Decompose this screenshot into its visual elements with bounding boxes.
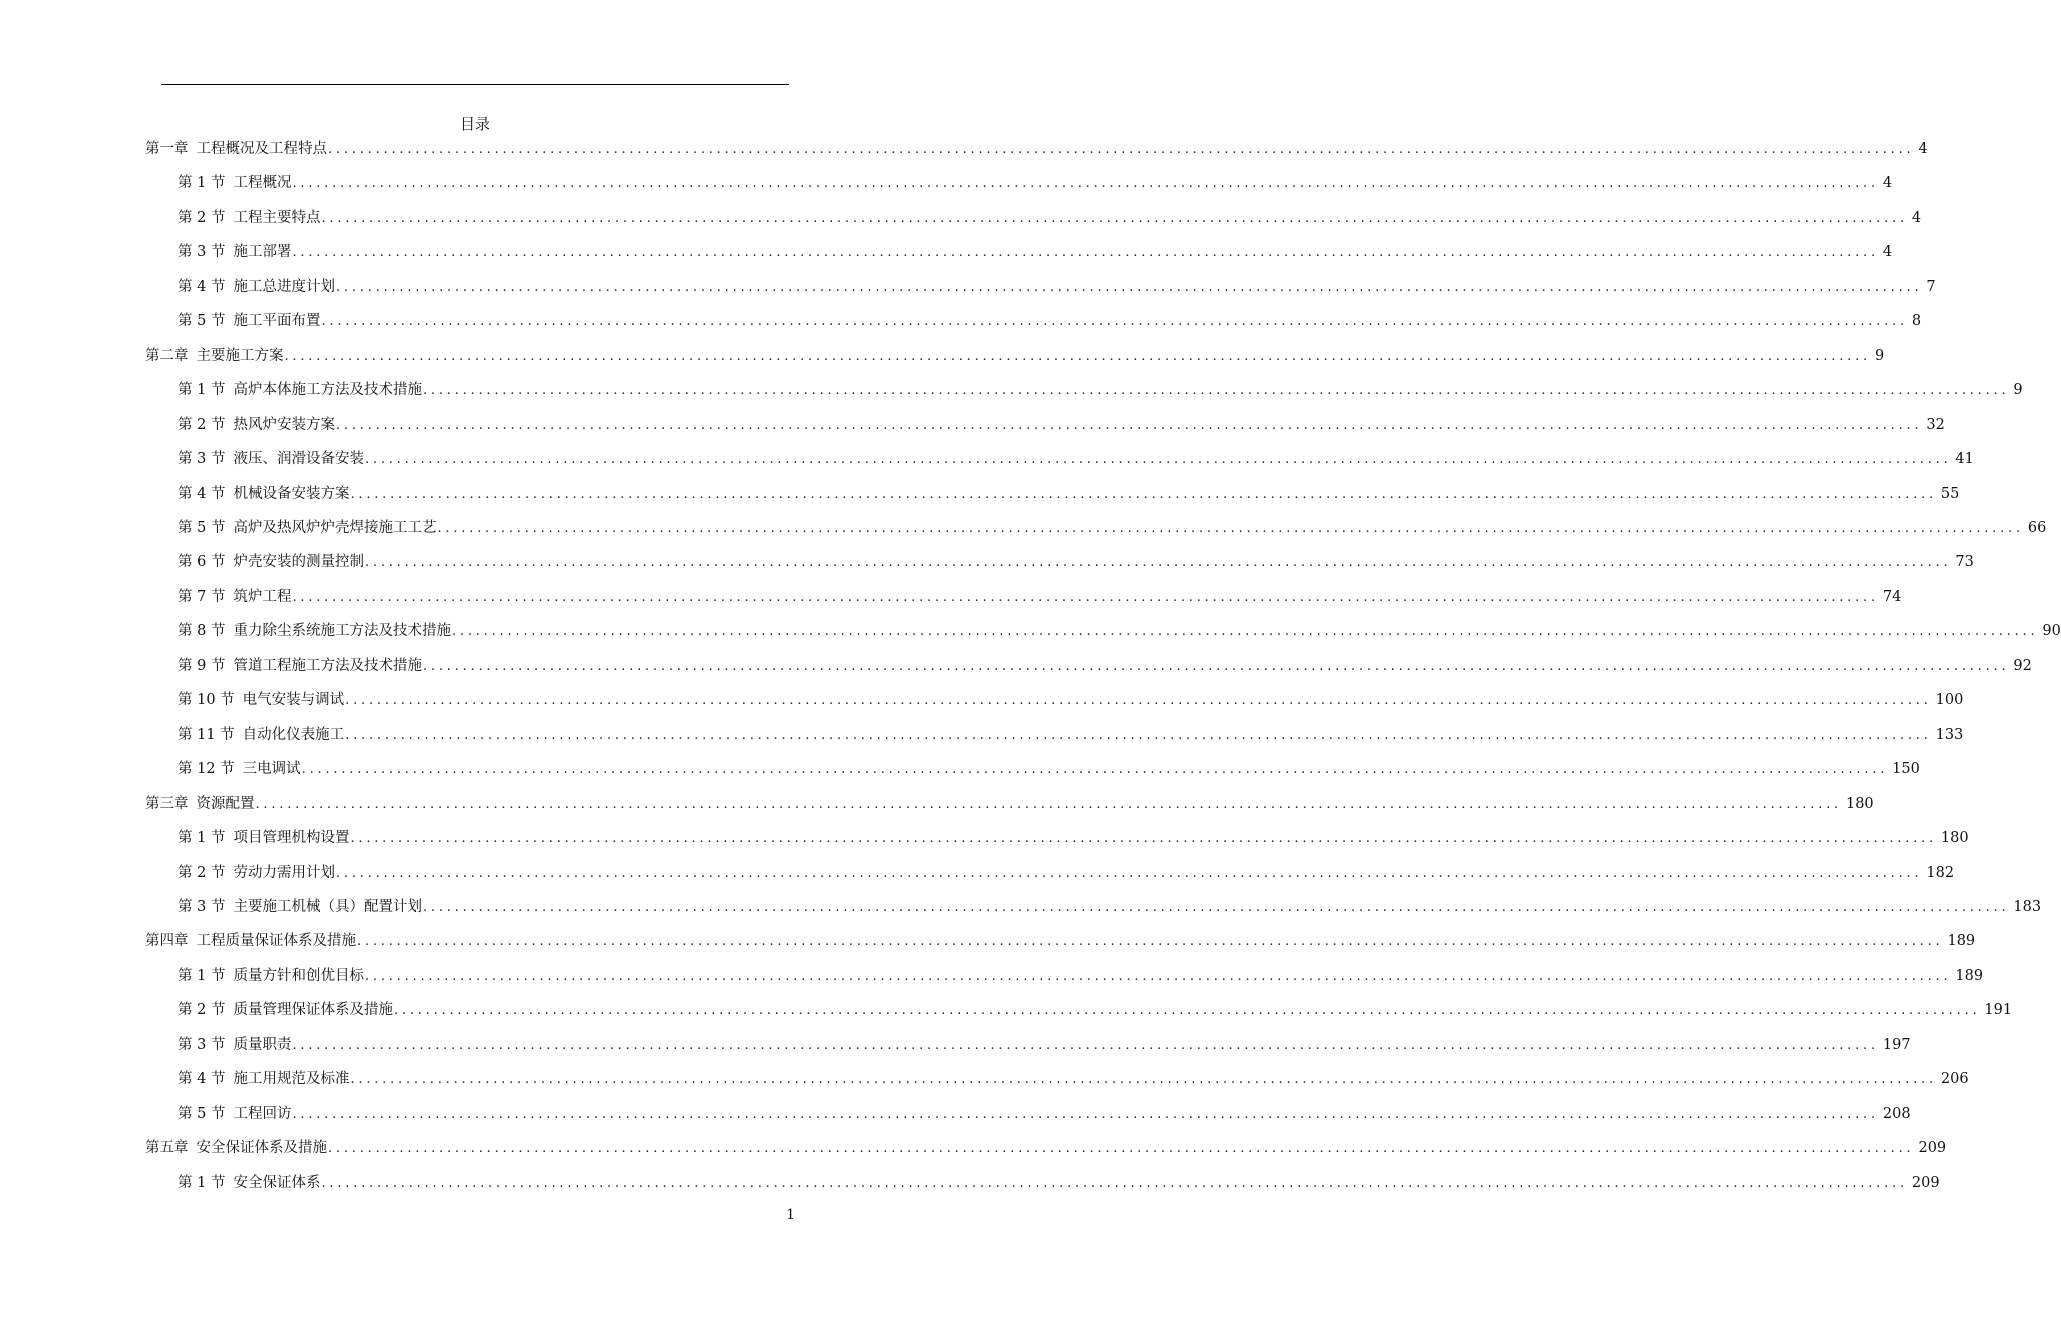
toc-chapter-entry[interactable] <box>145 793 1874 815</box>
toc-entry-title: 施工平面布置 <box>233 313 321 330</box>
toc-section-entry[interactable] <box>178 172 1893 194</box>
toc-dot-leader: ........................................................................................................................................................................................................ <box>335 865 1923 881</box>
toc-section-entry[interactable] <box>178 586 1902 608</box>
toc-dot-leader: ........................................................................................................................................................................................................ <box>364 452 1952 468</box>
toc-dot-leader: ........................................................................................................................................................................................................ <box>255 796 1842 812</box>
toc-entry-page: 4 <box>1882 175 1893 192</box>
toc-entry-number: 第 11 节 <box>178 726 235 743</box>
toc-entry-title: 工程回访 <box>233 1105 292 1122</box>
toc-dot-leader: ........................................................................................................................................................................................................ <box>335 279 1923 295</box>
toc-title: 目录 <box>459 115 490 133</box>
toc-dot-leader: ........................................................................................................................................................................................................ <box>345 693 1932 709</box>
toc-entry-number: 第 2 节 <box>178 1002 226 1019</box>
toc-section-entry[interactable] <box>178 1034 1911 1056</box>
toc-entry-title: 三电调试 <box>242 761 301 778</box>
toc-section-entry[interactable] <box>178 827 1969 849</box>
toc-entry-title: 重力除尘系统施工方法及技术措施 <box>233 623 451 640</box>
toc-dot-leader: ........................................................................................................................................................................................................ <box>301 762 1889 778</box>
toc-dot-leader: ........................................................................................................................................................................................................ <box>350 831 1937 846</box>
toc-section-entry[interactable] <box>178 379 2023 401</box>
toc-entry-number: 第 3 节 <box>178 898 226 915</box>
toc-entry-title: 筑炉工程 <box>233 588 292 605</box>
toc-entry-title: 质量管理保证体系及措施 <box>233 1002 393 1019</box>
toc-section-entry[interactable] <box>178 1103 1911 1125</box>
toc-chapter-entry[interactable] <box>145 138 1928 160</box>
toc-entry-number: 第一章 <box>145 141 189 157</box>
toc-entry-title: 安全保证体系 <box>233 1174 321 1191</box>
toc-entry-number: 第 5 节 <box>178 520 226 536</box>
toc-entry-page: 133 <box>1935 726 1964 743</box>
toc-section-entry[interactable] <box>178 310 1922 332</box>
toc-entry-page: 182 <box>1926 864 1955 881</box>
toc-chapter-entry[interactable] <box>145 1137 1947 1159</box>
toc-dot-leader: ........................................................................................................................................................................................................ <box>321 1175 1908 1191</box>
toc-entry-title: 热风炉安装方案 <box>233 416 335 433</box>
toc-dot-leader: ........................................................................................................................................................................................................ <box>328 142 1915 157</box>
toc-chapter-entry[interactable] <box>145 930 1976 952</box>
toc-entry-page: 9 <box>2013 382 2023 399</box>
toc-entry-title: 质量职责 <box>233 1036 292 1053</box>
toc-entry-title: 炉壳安装的测量控制 <box>233 554 364 571</box>
toc-entry-number: 第 1 节 <box>178 1174 226 1191</box>
toc-entry-number: 第 12 节 <box>178 761 235 778</box>
toc-entry-number: 第 1 节 <box>178 967 226 984</box>
toc-entry-number: 第 5 节 <box>178 313 226 330</box>
toc-dot-leader: ........................................................................................................................................................................................................ <box>284 348 1871 364</box>
toc-entry-page: 92 <box>2013 657 2032 674</box>
toc-section-entry[interactable] <box>178 689 1964 711</box>
toc-dot-leader: ........................................................................................................................................................................................................ <box>350 1072 1937 1088</box>
toc-entry-number: 第 3 节 <box>178 1036 226 1053</box>
toc-dot-leader: ........................................................................................................................................................................................................ <box>292 1106 1879 1122</box>
toc-entry-number: 第 1 节 <box>178 175 226 192</box>
toc-entry-number: 第 2 节 <box>178 209 226 226</box>
toc-entry-number: 第五章 <box>145 1140 189 1157</box>
toc-dot-leader: ........................................................................................................................................................................................................ <box>321 314 1908 330</box>
toc-section-entry[interactable] <box>178 1172 1940 1194</box>
toc-entry-title: 管道工程施工方法及技术措施 <box>233 657 422 674</box>
toc-entry-title: 施工部署 <box>233 244 292 261</box>
toc-dot-leader: ........................................................................................................................................................................................................ <box>364 555 1952 571</box>
toc-entry-page: 9 <box>1874 347 1885 364</box>
toc-entry-page: 4 <box>1882 244 1893 261</box>
toc-section-entry[interactable] <box>178 862 1955 884</box>
toc-section-entry[interactable] <box>178 276 1936 298</box>
toc-dot-leader: ........................................................................................................................................................................................................ <box>393 1003 1981 1019</box>
toc-entry-page: 180 <box>1940 830 1969 846</box>
toc-entry-page: 7 <box>1926 278 1936 295</box>
toc-entry-title: 液压、润滑设备安装 <box>233 451 364 468</box>
toc-section-entry[interactable] <box>178 448 1974 470</box>
toc-entry-title: 工程概况 <box>233 175 292 192</box>
toc-entry-page: 74 <box>1882 588 1902 605</box>
toc-entry-page: 209 <box>1918 1140 1947 1157</box>
toc-entry-page: 197 <box>1882 1036 1911 1053</box>
toc-section-entry[interactable] <box>178 965 1984 987</box>
toc-entry-title: 质量方针和创优目标 <box>233 967 364 984</box>
toc-entry-page: 189 <box>1947 933 1976 950</box>
toc-entry-page: 189 <box>1955 967 1984 984</box>
toc-section-entry[interactable] <box>178 414 1945 436</box>
toc-entry-page: 191 <box>1984 1002 2013 1019</box>
toc-entry-page: 55 <box>1940 485 1960 502</box>
toc-entry-number: 第 8 节 <box>178 623 226 640</box>
toc-entry-page: 4 <box>1911 209 1922 226</box>
page-number: 1 <box>786 1207 795 1223</box>
toc-section-entry[interactable] <box>178 483 1960 505</box>
toc-entry-number: 第 4 节 <box>178 278 226 295</box>
toc-entry-page: 100 <box>1935 692 1964 709</box>
toc-entry-title: 高炉本体施工方法及技术措施 <box>233 382 422 399</box>
toc-entry-title: 高炉及热风炉炉壳焊接施工工艺 <box>233 520 437 536</box>
toc-entry-number: 第 7 节 <box>178 588 226 605</box>
toc-entry-page: 66 <box>2027 520 2047 536</box>
toc-entry-number: 第三章 <box>145 795 189 812</box>
toc-entry-page: 41 <box>1955 451 1974 468</box>
toc-entry-number: 第 5 节 <box>178 1105 226 1122</box>
toc-dot-leader: ........................................................................................................................................................................................................ <box>292 1037 1879 1053</box>
toc-entry-page: 8 <box>1911 313 1922 330</box>
toc-entry-page: 4 <box>1918 141 1928 157</box>
toc-section-entry[interactable] <box>178 655 2032 677</box>
toc-dot-leader: ........................................................................................................................................................................................................ <box>292 245 1879 261</box>
toc-entry-title: 资源配置 <box>196 795 255 812</box>
toc-dot-leader: ........................................................................................................................................................................................................ <box>292 176 1879 192</box>
toc-entry-number: 第 2 节 <box>178 864 226 881</box>
toc-dot-leader: ........................................................................................................................................................................................................ <box>437 521 2024 536</box>
toc-entry-number: 第 2 节 <box>178 416 226 433</box>
toc-entry-page: 150 <box>1892 761 1920 778</box>
toc-entry-page: 73 <box>1955 554 1974 571</box>
toc-dot-leader: ........................................................................................................................................................................................................ <box>335 417 1923 433</box>
toc-section-entry[interactable] <box>178 207 1922 229</box>
toc-entry-number: 第 3 节 <box>178 244 226 261</box>
toc-dot-leader: ........................................................................................................................................................................................................ <box>292 589 1879 605</box>
toc-dot-leader: ........................................................................................................................................................................................................ <box>451 624 2039 640</box>
toc-entry-title: 劳动力需用计划 <box>233 864 335 881</box>
toc-entry-page: 206 <box>1940 1071 1969 1088</box>
toc-entry-number: 第二章 <box>145 347 189 364</box>
toc-entry-page: 90 <box>2042 623 2061 640</box>
toc-section-entry[interactable] <box>178 724 1964 746</box>
toc-entry-title: 自动化仪表施工 <box>242 726 345 743</box>
toc-entry-number: 第 1 节 <box>178 382 226 399</box>
toc-entry-number: 第 10 节 <box>178 692 235 709</box>
toc-dot-leader: ........................................................................................................................................................................................................ <box>357 934 1944 950</box>
toc-entry-title: 主要施工机械（具）配置计划 <box>233 898 422 915</box>
toc-entry-title: 安全保证体系及措施 <box>196 1140 327 1157</box>
toc-entry-title: 工程概况及工程特点 <box>196 141 327 157</box>
toc-entry-title: 主要施工方案 <box>196 347 284 364</box>
toc-section-entry[interactable] <box>178 241 1893 263</box>
toc-dot-leader: ........................................................................................................................................................................................................ <box>350 486 1937 502</box>
toc-dot-leader: ........................................................................................................................................................................................................ <box>345 727 1932 743</box>
toc-section-entry[interactable] <box>178 517 2047 539</box>
toc-entry-page: 183 <box>2013 898 2042 915</box>
toc-entry-page: 180 <box>1845 795 1874 812</box>
toc-entry-number: 第 6 节 <box>178 554 226 571</box>
toc-section-entry[interactable] <box>178 551 1974 573</box>
toc-entry-page: 208 <box>1882 1105 1911 1122</box>
toc-dot-leader: ........................................................................................................................................................................................................ <box>328 1141 1915 1157</box>
toc-section-entry[interactable] <box>178 999 2013 1021</box>
toc-entry-page: 209 <box>1911 1174 1940 1191</box>
toc-section-entry[interactable] <box>178 620 2061 642</box>
toc-dot-leader: ........................................................................................................................................................................................................ <box>422 383 2010 399</box>
toc-entry-page: 32 <box>1926 416 1945 433</box>
toc-section-entry[interactable] <box>178 1068 1969 1090</box>
toc-section-entry[interactable] <box>178 758 1920 780</box>
toc-entry-title: 机械设备安装方案 <box>233 485 350 502</box>
toc-chapter-entry[interactable] <box>145 345 1885 367</box>
toc-entry-title: 工程质量保证体系及措施 <box>196 933 356 950</box>
toc-entry-title: 电气安装与调试 <box>242 692 345 709</box>
toc-entry-title: 工程主要特点 <box>233 209 321 226</box>
toc-entry-title: 项目管理机构设置 <box>233 830 350 846</box>
toc-dot-leader: ........................................................................................................................................................................................................ <box>422 658 2010 674</box>
toc-entry-number: 第 3 节 <box>178 451 226 468</box>
toc-dot-leader: ........................................................................................................................................................................................................ <box>422 899 2010 915</box>
toc-entry-number: 第 4 节 <box>178 485 226 502</box>
toc-entry-title: 施工总进度计划 <box>233 278 335 295</box>
toc-entry-number: 第四章 <box>145 933 189 950</box>
toc-entry-number: 第 4 节 <box>178 1071 226 1088</box>
toc-dot-leader: ........................................................................................................................................................................................................ <box>364 968 1952 984</box>
toc-entry-number: 第 1 节 <box>178 830 226 846</box>
toc-entry-number: 第 9 节 <box>178 657 226 674</box>
toc-dot-leader: ........................................................................................................................................................................................................ <box>321 210 1908 226</box>
toc-entry-title: 施工用规范及标准 <box>233 1071 350 1088</box>
toc-section-entry[interactable] <box>178 896 2042 918</box>
